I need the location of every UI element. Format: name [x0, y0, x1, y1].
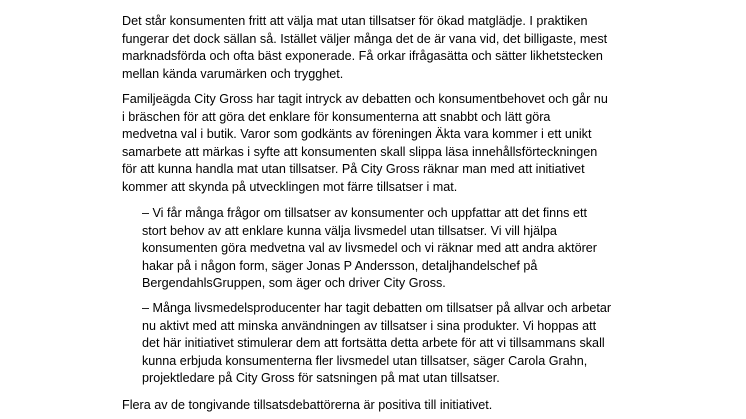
- quote-jonas-andersson: – Vi får många frågor om tillsatser av konsumenter och uppfattar att det finns ett stort behov av att enklare kunna välja livsmedel utan tillsatser. Vi vill hjälpa konsumenten göra medvetna val av livsmedel och vi räknar med att andra aktörer hakar på i någon form, säger Jonas P Andersson, detaljhandelschef på BergendahlsGruppen, som äger och driver City Gross.: [142, 206, 598, 291]
- quote-carola-grahn: – Många livsmedelsproducenter har tagit debatten om tillsatser på allvar och arbetar nu aktivt med att minska användningen av tillsatser i sina produkter. Vi hoppas att det här initiativet stimulerar dem att fortsätta detta arbete för att vi tillsammans skall kunna erbjuda konsumenterna fler livsmedel utan tillsatser, säger Carola Grahn, projektledare på City Gross för satsningen på mat utan tillsatser.: [142, 301, 612, 386]
- paragraph-closing: Flera av de tongivande tillsatsdebattörerna är positiva till initiativet.: [122, 398, 493, 412]
- paragraph-city-gross-initiative: Familjeägda City Gross har tagit intryck av debatten och konsumentbehovet och går nu i bräschen för att göra det enklare för konsumenterna att snabbt och lätt göra medvetna val i butik. Varor som godkänts av föreningen Äkta vara kommer i ett unikt samarbete att märkas i syfte att konsumenten skall slippa läsa innehållsförteckningen för att kunna handla mat utan tillsatser. På City Gross räknar man med att initiativet kommer att skynda på utvecklingen mot färre tillsatser i mat.: [122, 92, 608, 194]
- paragraph-intro: Det står konsumenten fritt att välja mat utan tillsatser för ökad matglädje. I praktiken fungerar det dock sällan så. Istället väljer många det de är vana vid, det billigaste, mest marknadsförda och ofta bäst exponerade. Få orkar ifrågasätta och sätter likhetstecken mellan kända varumärken och trygghet.: [122, 14, 608, 81]
